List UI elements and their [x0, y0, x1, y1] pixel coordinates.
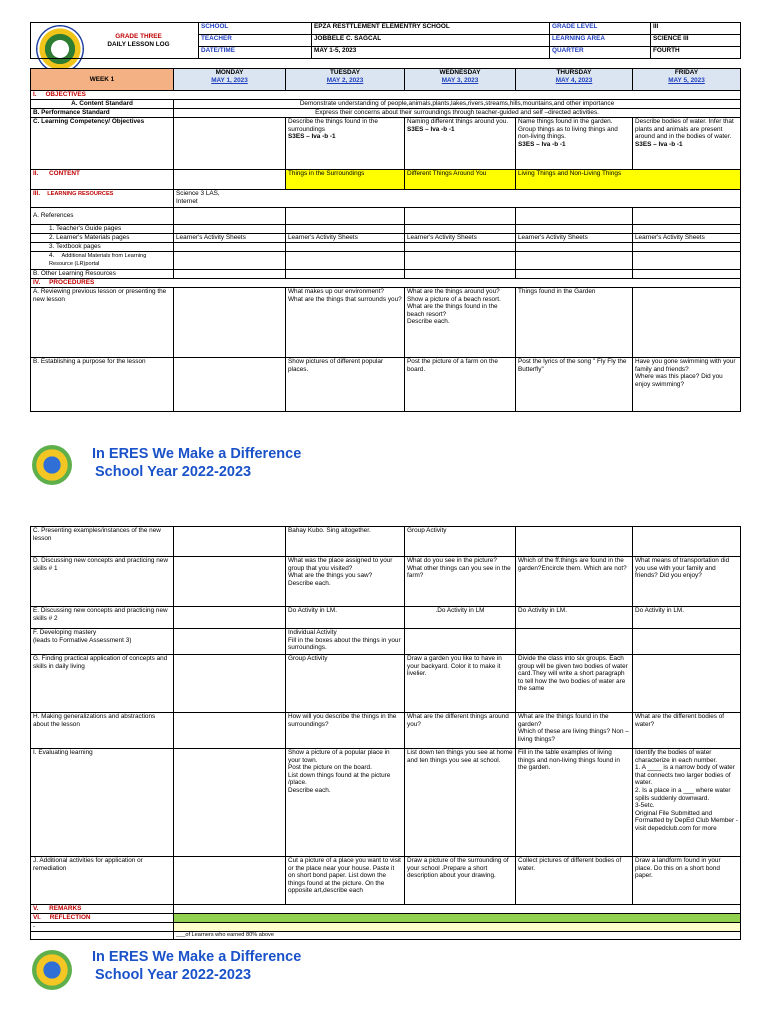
content-standard-text: Demonstrate understanding of people,animals,plants,lakes,rivers,streams,hills,mountains,and other importance	[174, 100, 741, 109]
procedure-cell	[174, 713, 286, 749]
learners-materials-label: 2. Learner's Materials pages	[31, 234, 174, 243]
section-title: REFLECTION	[49, 914, 91, 921]
remarks-cell	[174, 905, 741, 914]
day-date: MAY 5, 2023	[668, 76, 705, 84]
procedure-cell: Group Activity	[286, 655, 405, 713]
day-name: THURSDAY	[556, 69, 592, 76]
procedure-cell: List down ten things you see at home and ten things you see at school.	[405, 749, 516, 857]
quarter-label: QUARTER	[550, 47, 651, 59]
textbook-cell	[174, 243, 286, 252]
teachers-guide-label: 1. Teacher's Guide pages	[31, 225, 174, 234]
procedure-cell: Individual Activity Fill in the boxes about the things in your surroundings.	[286, 629, 405, 655]
procedure-cell: Draw a picture of the surrounding of your school .Prepare a short description about your drawing.	[405, 857, 516, 905]
additional-cell	[405, 252, 516, 270]
log-title: DAILY LESSON LOG	[107, 40, 170, 48]
procedure-cell	[633, 629, 741, 655]
references-cell	[174, 208, 286, 225]
procedure-cell: Fill in the table examples of living things and non-living things found in the garden.	[516, 749, 633, 857]
procedure-d-label: D. Discussing new concepts and practicing new skills # 1	[31, 557, 174, 607]
section-title: REMARKS	[49, 905, 82, 912]
performance-standard-text: Express their concerns about their surroundings through teacher-guided and self –directed activities.	[174, 109, 741, 118]
procedure-i-label: I. Evaluating learning	[31, 749, 174, 857]
school-logo	[32, 950, 72, 990]
header-title-cell	[31, 23, 199, 59]
remarks-heading	[31, 905, 174, 914]
week-label: WEEK 1	[31, 69, 174, 91]
section-number: VI.	[33, 914, 41, 921]
additional-cell	[174, 252, 286, 270]
procedure-cell: What means of transportation did you use with your family and friends? Did you enjoy?	[633, 557, 741, 607]
references-cell	[286, 208, 405, 225]
procedure-c-label: C. Presenting examples/instances of the new lesson	[31, 527, 174, 557]
procedure-cell	[174, 749, 286, 857]
competency-code: S3ES – Iva -b -1	[518, 140, 566, 148]
competency-text: Naming different things around you.	[407, 118, 509, 125]
day-date: MAY 1, 2023	[211, 76, 248, 84]
textbook-cell	[516, 243, 633, 252]
datetime-value: MAY 1-5, 2023	[312, 47, 550, 59]
item-text: Additional Materials from Learning Resource (LR)portal	[49, 253, 147, 267]
procedure-cell	[633, 655, 741, 713]
competency-cell	[633, 118, 741, 170]
school-logo	[32, 445, 72, 485]
section-title: PROCEDURES	[49, 279, 95, 286]
lm-cell: Learner's Activity Sheets	[516, 234, 633, 243]
content-cell: Things in the Surroundings	[286, 170, 405, 190]
day-date: MAY 2, 2023	[326, 76, 364, 84]
procedure-cell: Do Activity in LM.	[633, 607, 741, 629]
objectives-heading	[31, 91, 741, 100]
procedure-cell	[174, 607, 286, 629]
procedures-heading	[31, 279, 741, 288]
procedure-cell: What was the place assigned to your group that you visited? What are the things you saw? Describe each.	[286, 557, 405, 607]
school-motto-footer	[92, 948, 301, 984]
motto-text: In ERES We Make a Difference	[92, 949, 302, 965]
other-cell	[286, 270, 405, 279]
reflection-heading	[31, 914, 174, 923]
learners-label-cell	[31, 932, 174, 940]
procedure-cell	[405, 629, 516, 655]
teacher-value: JOBBELE C. SAGCAL	[312, 35, 550, 47]
other-resources-label: B. Other Learning Resources	[31, 270, 174, 279]
procedure-cell: Show a picture of a popular place in your town. Post the picture on the board. List down things found at the picture /place. Describe each.	[286, 749, 405, 857]
day-name: MONDAY	[215, 69, 244, 76]
lm-cell: Learner's Activity Sheets	[286, 234, 405, 243]
procedure-e-label: E. Discussing new concepts and practicing new skills # 2	[31, 607, 174, 629]
procedure-cell: What are the different things around you?	[405, 713, 516, 749]
procedure-cell: Collect pictures of different bodies of water.	[516, 857, 633, 905]
item-number: 4.	[49, 252, 55, 259]
day-name: FRIDAY	[674, 69, 699, 76]
other-cell	[633, 270, 741, 279]
school-year-text: School Year 2022-2023	[95, 967, 252, 983]
procedure-cell: Which of the ff.things are found in the garden?Encircle them. Which are not?	[516, 557, 633, 607]
day-date: MAY 3, 2023	[441, 76, 479, 84]
procedure-cell	[516, 527, 633, 557]
procedure-cell: What are the different bodies of water?	[633, 713, 741, 749]
procedure-cell: Bahay Kubo. Sing altogether.	[286, 527, 405, 557]
procedure-a-label: A. Reviewing previous lesson or presenting the new lesson	[31, 288, 174, 358]
competency-label: C. Learning Competency/ Objectives	[31, 118, 174, 170]
reflection-cell	[174, 923, 741, 932]
competency-code: S3ES – Iva -b -1	[635, 140, 683, 148]
procedure-cell: Identify the bodies of water characterize in each number. 1. A ____ is a narrow body of water that connects two larger bodies of water. 2. Is a place in a ___ where water spills suddenly downward. 3-5etc. Original File Submitted and Formatted by DepEd Club Member - visit depedclub.com for more	[633, 749, 741, 857]
content-standard-label: A. Content Standard	[31, 100, 174, 109]
section-number: IV.	[33, 279, 41, 286]
textbook-cell	[286, 243, 405, 252]
learning-area-value: SCIENCE III	[651, 35, 741, 47]
section-title: OBJECTIVES	[45, 91, 86, 98]
reflection-bar	[174, 914, 741, 923]
content-cell: Living Things and Non-Living Things	[516, 170, 741, 190]
tg-cell	[633, 225, 741, 234]
school-year-text: School Year 2022-2023	[95, 464, 252, 480]
teacher-label: TEACHER	[199, 35, 312, 47]
references-label: A. References	[31, 208, 174, 225]
procedure-cell	[633, 527, 741, 557]
procedure-g-label: G. Finding practical application of concepts and skills in daily living	[31, 655, 174, 713]
section-number: II.	[33, 170, 39, 177]
textbook-cell	[405, 243, 516, 252]
references-cell	[633, 208, 741, 225]
other-cell	[405, 270, 516, 279]
procedure-cell: Draw a landform found in your place. Do this on a short bond paper.	[633, 857, 741, 905]
lesson-table-page2	[30, 526, 741, 940]
section-title: CONTENT	[48, 170, 80, 177]
lm-cell: Learner's Activity Sheets	[174, 234, 286, 243]
procedure-b-label: B. Establishing a purpose for the lesson	[31, 358, 174, 412]
procedure-cell: Do Activity in LM.	[516, 607, 633, 629]
section-number: I.	[33, 91, 37, 98]
procedure-cell: Have you gone swimming with your family and friends? Where was this place? Did you enjoy swimming?	[633, 358, 741, 412]
day-header-friday	[633, 69, 741, 91]
competency-code: S3ES – Iva -b -1	[407, 125, 455, 133]
procedure-cell: How will you describe the things in the surroundings?	[286, 713, 405, 749]
additional-cell	[516, 252, 633, 270]
references-cell	[516, 208, 633, 225]
learners-note: ___of Learners who earned 80% above	[174, 932, 741, 940]
tg-cell	[174, 225, 286, 234]
section-title: LEARNING RESOURCES	[47, 191, 114, 197]
lesson-table-page1	[30, 68, 741, 412]
procedure-cell: Post the picture of a farm on the board.	[405, 358, 516, 412]
references-cell	[405, 208, 516, 225]
section-number: V.	[33, 905, 39, 912]
competency-cell	[174, 118, 286, 170]
competency-cell	[405, 118, 516, 170]
competency-text: Describe bodies of water. Infer that plants and animals are present around and in the bodies of water.	[635, 118, 734, 141]
school-value: EPZA RESTTLEMENT ELEMENTRY SCHOOL	[312, 23, 550, 35]
procedure-cell: Things found in the Garden	[516, 288, 633, 358]
procedure-j-label: J. Additional activities for application or remediation	[31, 857, 174, 905]
competency-text: Name things found in the garden. Group things as to living things and non-living things.	[518, 118, 618, 141]
procedure-cell	[174, 655, 286, 713]
lm-cell: Learner's Activity Sheets	[633, 234, 741, 243]
procedure-cell: What are the things around you? Show a picture of a beach resort. What are the things found in the beach resort? Describe each.	[405, 288, 516, 358]
performance-standard-label: B. Performance Standard	[31, 109, 174, 118]
motto-text: In ERES We Make a Difference	[92, 446, 302, 462]
content-cell: Different Things Around You	[405, 170, 516, 190]
day-date: MAY 4, 2023	[555, 76, 593, 84]
procedure-cell: Draw a garden you like to have in your backyard. Color it to make it livelier.	[405, 655, 516, 713]
additional-cell	[633, 252, 741, 270]
school-label: SCHOOL	[199, 23, 312, 35]
competency-cell	[516, 118, 633, 170]
procedure-f-label: F. Developing mastery (leads to Formative Assessment 3)	[31, 629, 174, 655]
procedure-cell: Group Activity	[405, 527, 516, 557]
day-header-tuesday	[286, 69, 405, 91]
learning-resources-value: Science 3 LAS, Internet	[174, 190, 741, 208]
learning-area-label: LEARNING AREA	[550, 35, 651, 47]
procedure-cell: Divide the class into six groups. Each group will be given two bodies of water card.They will write a short paragraph to tell how the two bodies of water are the same	[516, 655, 633, 713]
day-header-wednesday	[405, 69, 516, 91]
content-cell	[174, 170, 286, 190]
procedure-cell: Show pictures of different popular places.	[286, 358, 405, 412]
school-motto-footer	[92, 445, 301, 481]
additional-cell	[286, 252, 405, 270]
learning-resources-heading	[31, 190, 174, 208]
procedure-cell: What are the things found in the garden? Which of these are living things? Non –living things?	[516, 713, 633, 749]
procedure-cell	[174, 857, 286, 905]
reflection-bullet: -	[31, 923, 174, 932]
competency-cell	[286, 118, 405, 170]
procedure-cell: Cut a picture of a place you want to visit or the place near your house. Paste it on short bond paper. List down the things found at the picture. On the opposite art,describe each	[286, 857, 405, 905]
textbook-cell	[633, 243, 741, 252]
other-cell	[516, 270, 633, 279]
tg-cell	[286, 225, 405, 234]
day-header-monday	[174, 69, 286, 91]
procedure-cell	[633, 288, 741, 358]
quarter-value: FOURTH	[651, 47, 741, 59]
procedure-cell	[174, 358, 286, 412]
datetime-label: DATE/TIME	[199, 47, 312, 59]
header-table	[30, 22, 741, 59]
procedure-cell	[174, 557, 286, 607]
grade-level-label: GRADE LEVEL	[550, 23, 651, 35]
grade-level-value: III	[651, 23, 741, 35]
grade-title: GRADE THREE	[115, 32, 162, 40]
content-heading	[31, 170, 174, 190]
procedure-cell: Do Activity in LM.	[286, 607, 405, 629]
day-name: WEDNESDAY	[439, 69, 481, 76]
textbook-label: 3. Textbook pages	[31, 243, 174, 252]
procedure-cell	[174, 629, 286, 655]
lm-cell: Learner's Activity Sheets	[405, 234, 516, 243]
additional-materials-label	[31, 252, 174, 270]
procedure-cell: .Do Activity in LM	[405, 607, 516, 629]
procedure-cell	[174, 527, 286, 557]
day-name: TUESDAY	[330, 69, 360, 76]
procedure-cell: What do you see in the picture? What other things can you see in the farm?	[405, 557, 516, 607]
other-cell	[174, 270, 286, 279]
competency-text: Describe the things found in the surroundings	[288, 118, 378, 133]
procedure-cell: What makes up our environment? What are the things that surrounds you?	[286, 288, 405, 358]
tg-cell	[405, 225, 516, 234]
procedure-h-label: H. Making generalizations and abstractions about the lesson	[31, 713, 174, 749]
competency-code: S3ES – Iva -b -1	[288, 133, 336, 141]
procedure-cell: Post the lyrics of the song " Fly Fly the Butterfly"	[516, 358, 633, 412]
tg-cell	[516, 225, 633, 234]
section-number: III.	[33, 190, 41, 197]
procedure-cell	[174, 288, 286, 358]
day-header-thursday	[516, 69, 633, 91]
procedure-cell	[516, 629, 633, 655]
